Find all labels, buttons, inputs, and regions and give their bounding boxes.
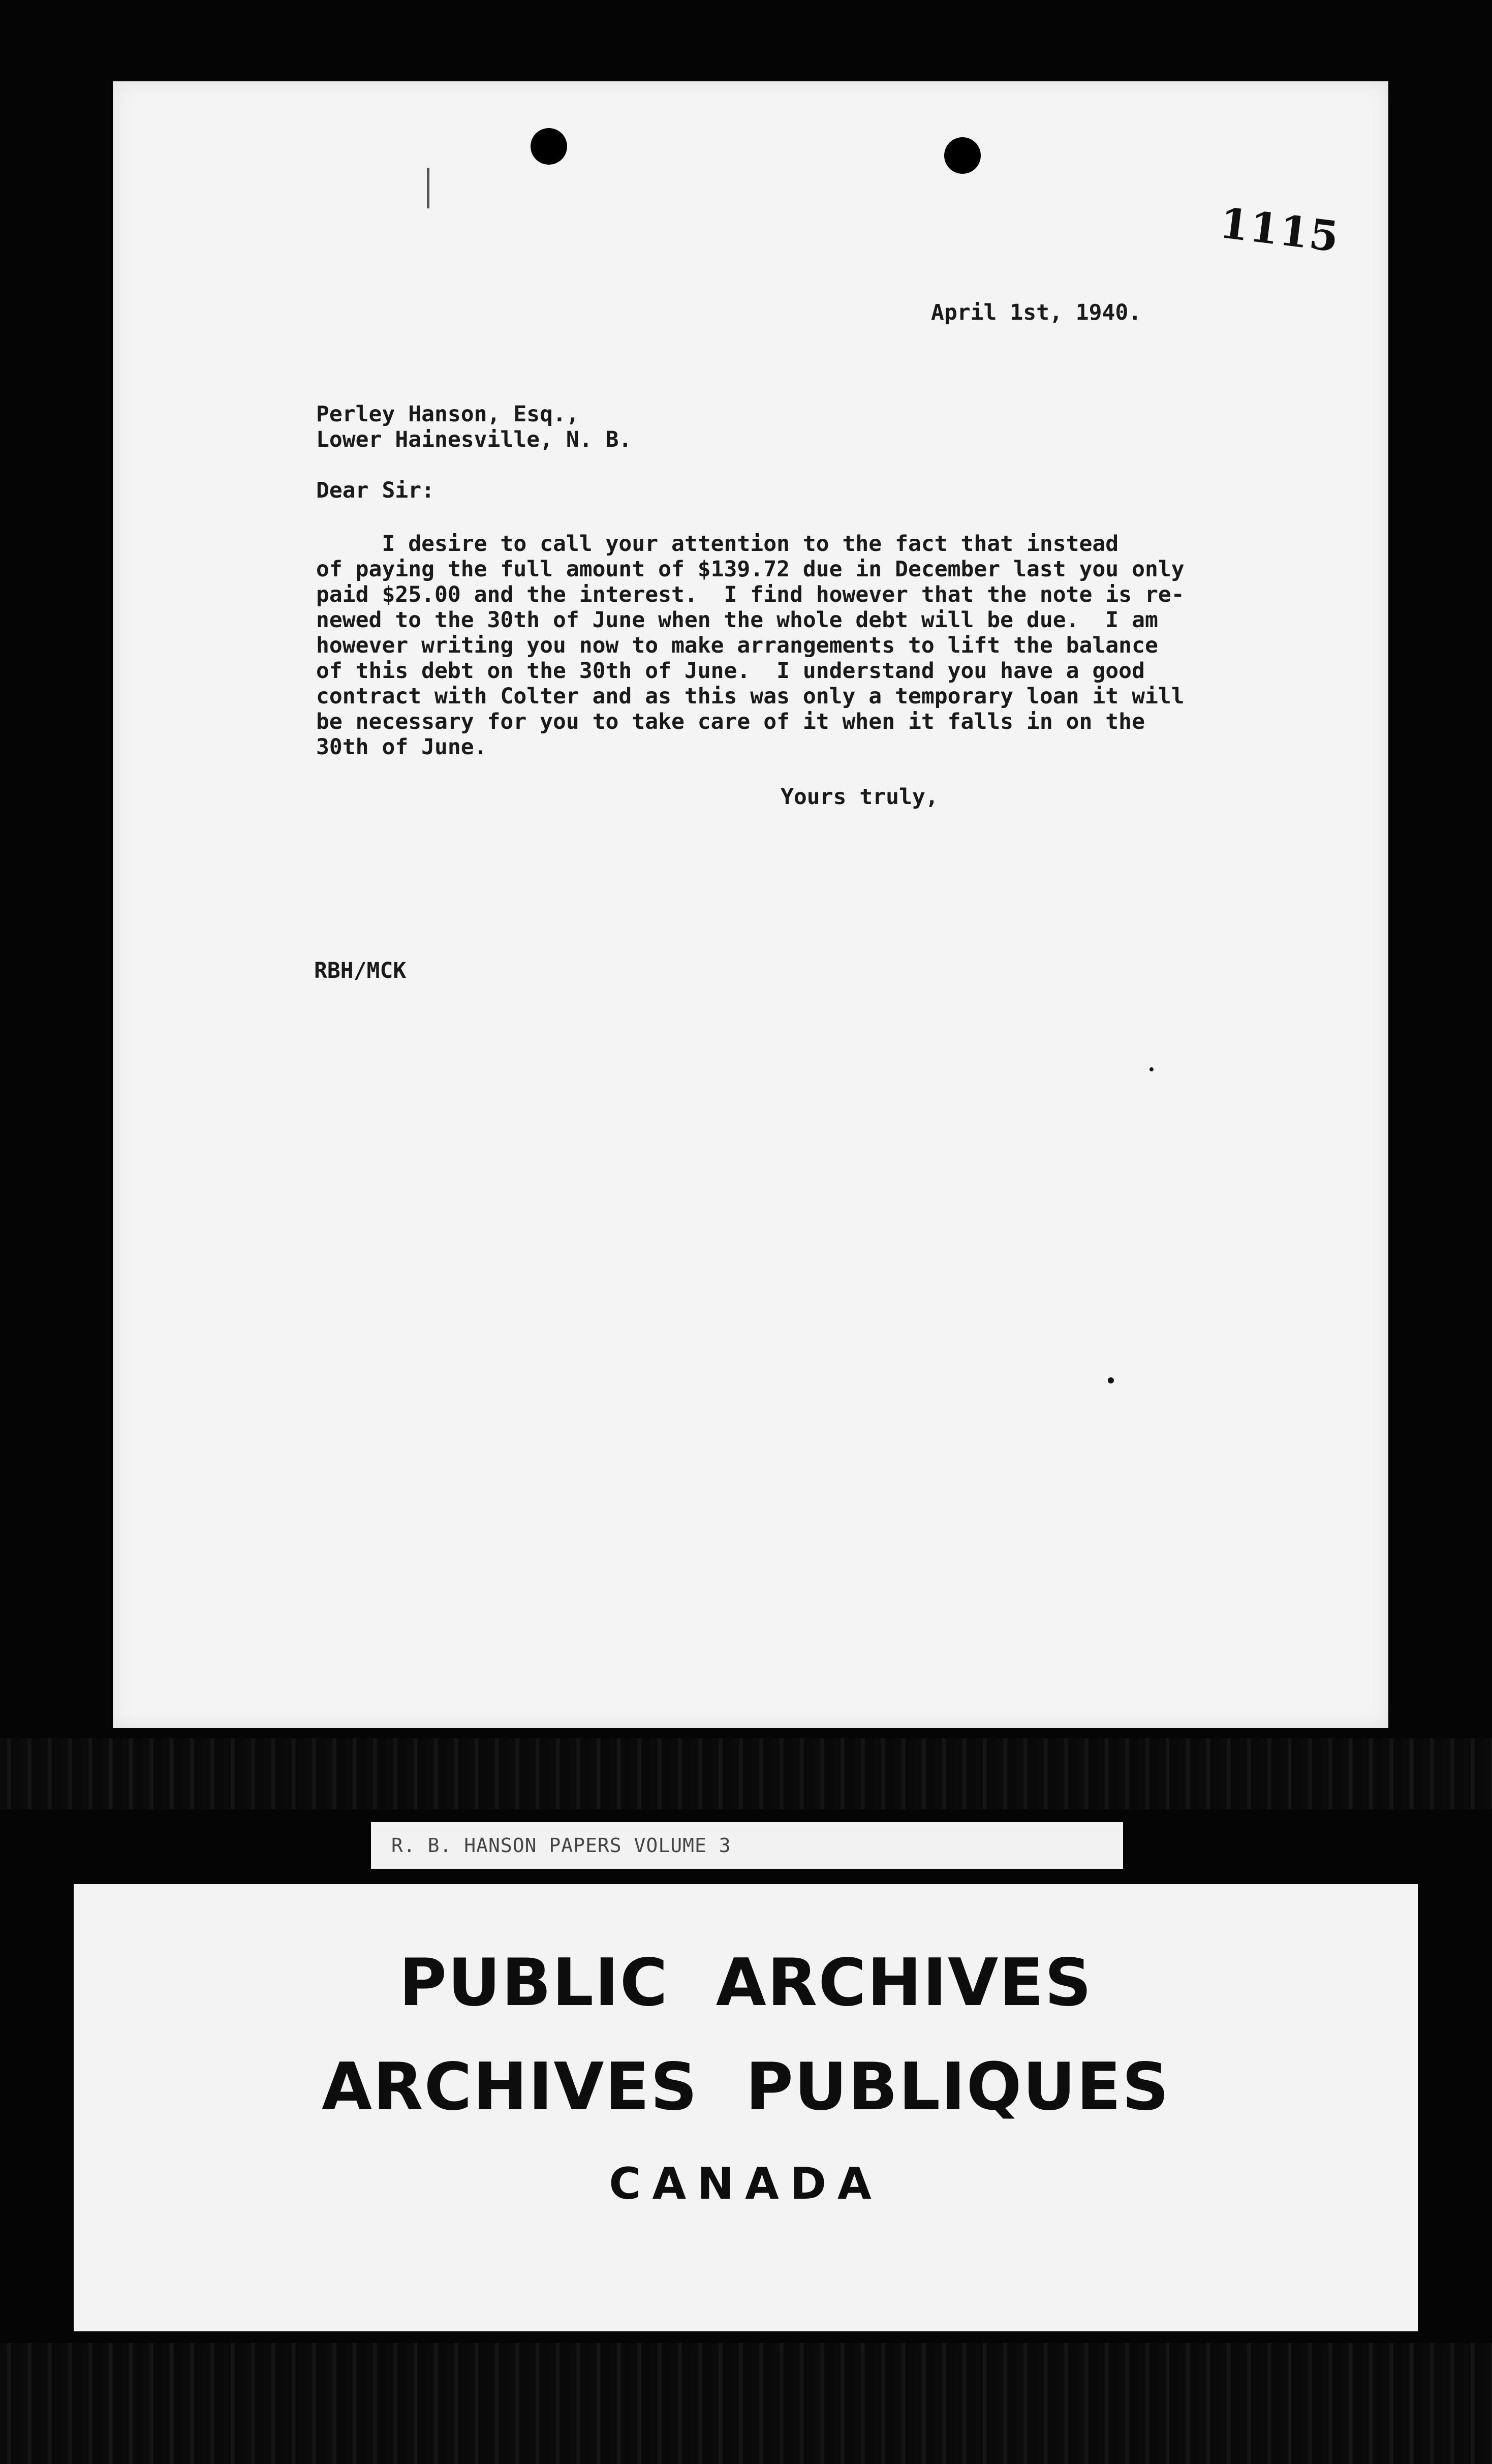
body-line: contract with Colter and as this was only a temporary loan it will bbox=[316, 684, 1185, 709]
archives-country: CANADA bbox=[609, 2159, 883, 2209]
body-line: I desire to call your attention to the fact that instead bbox=[316, 531, 1119, 557]
letter-date: April 1st, 1940. bbox=[931, 300, 1142, 325]
body-line: be necessary for you to take care of it when it falls in on the bbox=[316, 709, 1145, 734]
closing: Yours truly, bbox=[781, 784, 939, 810]
archives-stamp-card bbox=[74, 1884, 1418, 2331]
body-line: of paying the full amount of $139.72 due in December last you only bbox=[316, 557, 1185, 582]
volume-label-text: R. B. HANSON PAPERS VOLUME 3 bbox=[391, 1834, 731, 1857]
recipient-address: Lower Hainesville, N. B. bbox=[316, 427, 632, 452]
volume-label bbox=[371, 1822, 1123, 1869]
archives-title-fr: ARCHIVES PUBLIQUES bbox=[322, 2049, 1170, 2125]
body-line: however writing you now to make arrangements to lift the balance bbox=[316, 633, 1158, 658]
body-line: newed to the 30th of June when the whole debt will be due. I am bbox=[316, 607, 1158, 633]
speck bbox=[1108, 1377, 1114, 1383]
body-line: paid $25.00 and the interest. I find however that the note is re- bbox=[316, 582, 1185, 607]
punch-hole bbox=[531, 128, 567, 165]
body-line: 30th of June. bbox=[316, 734, 487, 760]
film-border-band bbox=[0, 1738, 1492, 1809]
letter-page bbox=[113, 81, 1388, 1728]
speck bbox=[1149, 1067, 1154, 1071]
salutation: Dear Sir: bbox=[316, 478, 434, 503]
typist-initials: RBH/MCK bbox=[314, 958, 407, 983]
punch-hole bbox=[944, 137, 981, 174]
stray-mark bbox=[427, 168, 429, 208]
page-number: 1115 bbox=[1217, 198, 1343, 262]
body-line: of this debt on the 30th of June. I understand you have a good bbox=[316, 658, 1145, 684]
recipient-name: Perley Hanson, Esq., bbox=[316, 402, 579, 427]
archives-title-en: PUBLIC ARCHIVES bbox=[399, 1945, 1093, 2021]
film-border-band-bottom bbox=[0, 2343, 1492, 2464]
